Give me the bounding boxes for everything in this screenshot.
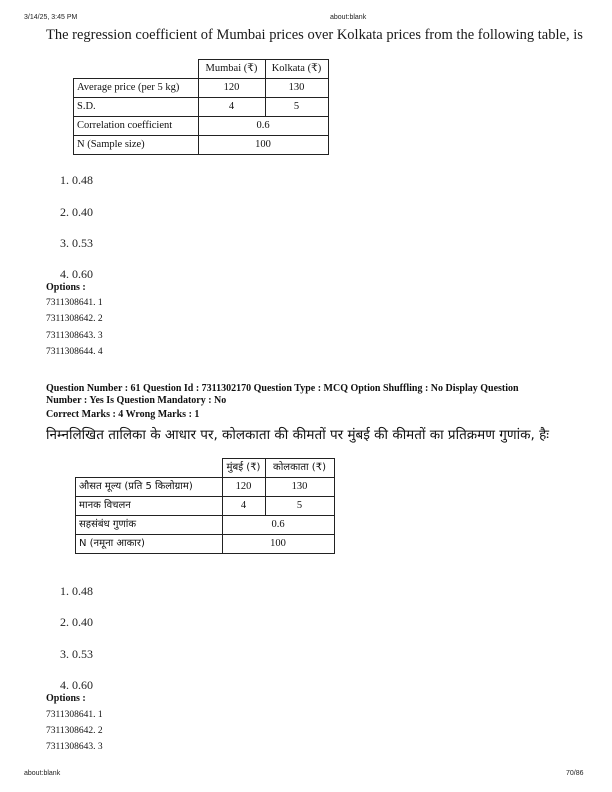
option-2: 2. 0.40 [60, 615, 93, 629]
table-row [76, 497, 335, 516]
option-1: 1. 0.48 [60, 584, 93, 598]
table-header-kolkata: Kolkata (₹) [265, 60, 328, 79]
row-value-merged: 100 [198, 136, 328, 155]
options-label: Options : [46, 282, 86, 293]
table-row [74, 117, 329, 136]
question-61-table [75, 458, 335, 554]
table-row [74, 79, 329, 98]
page-number: 70/86 [566, 770, 584, 777]
row-label: Correlation coefficient [74, 117, 199, 136]
table-header-kolkata: कोलकाता (₹) [265, 459, 334, 478]
option-id: 7311308641. 1 [46, 710, 103, 720]
row-label: मानक विचलन [76, 497, 223, 516]
print-url: about:blank [330, 14, 367, 21]
question-61-meta-line-1: Question Number : 61 Question Id : 7311302170 Question Type : MCQ Option Shuffling : No Display Question [46, 383, 519, 394]
options-label: Options : [46, 693, 86, 704]
row-value-kolkata: 130 [265, 478, 334, 497]
table-row [74, 136, 329, 155]
table-row [76, 535, 335, 554]
question-61-meta-line-2: Number : Yes Is Question Mandatory : No [46, 395, 227, 406]
question-60-text: The regression coefficient of Mumbai prices over Kolkata prices from the following table, is [46, 27, 583, 43]
row-label: Average price (per 5 kg) [74, 79, 199, 98]
row-label: S.D. [74, 98, 199, 117]
option-id: 7311308643. 3 [46, 331, 103, 341]
option-id: 7311308641. 1 [46, 298, 103, 308]
row-value-mumbai: 4 [222, 497, 265, 516]
table-corner [76, 459, 223, 478]
option-2: 2. 0.40 [60, 205, 93, 219]
table-header-mumbai: मुंबई (₹) [222, 459, 265, 478]
table-corner [74, 60, 199, 79]
option-4: 4. 0.60 [60, 267, 93, 281]
question-61-text: निम्नलिखित तालिका के आधार पर, कोलकाता की कीमतों पर मुंबई की कीमतों का प्रतिक्रमण गुणांक, हैः [46, 427, 549, 443]
option-4: 4. 0.60 [60, 678, 93, 692]
row-value-mumbai: 120 [198, 79, 265, 98]
row-label: सहसंबंध गुणांक [76, 516, 223, 535]
option-id: 7311308642. 2 [46, 314, 103, 324]
row-value-merged: 100 [222, 535, 334, 554]
option-id: 7311308644. 4 [46, 347, 103, 357]
row-label: N (नमूना आकार) [76, 535, 223, 554]
print-datetime: 3/14/25, 3:45 PM [24, 14, 78, 21]
option-3: 3. 0.53 [60, 647, 93, 661]
row-value-mumbai: 120 [222, 478, 265, 497]
table-row [76, 516, 335, 535]
question-61-marks: Correct Marks : 4 Wrong Marks : 1 [46, 409, 200, 420]
table-row [74, 98, 329, 117]
row-value-kolkata: 5 [265, 98, 328, 117]
table-header-mumbai: Mumbai (₹) [198, 60, 265, 79]
row-label: औसत मूल्य (प्रति 5 किलोग्राम) [76, 478, 223, 497]
row-value-mumbai: 4 [198, 98, 265, 117]
question-60-table [73, 59, 329, 155]
row-value-merged: 0.6 [198, 117, 328, 136]
footer-url: about:blank [24, 770, 61, 777]
row-label: N (Sample size) [74, 136, 199, 155]
option-id: 7311308642. 2 [46, 726, 103, 736]
table-row [76, 478, 335, 497]
row-value-merged: 0.6 [222, 516, 334, 535]
option-1: 1. 0.48 [60, 173, 93, 187]
option-id: 7311308643. 3 [46, 742, 103, 752]
option-3: 3. 0.53 [60, 236, 93, 250]
row-value-kolkata: 5 [265, 497, 334, 516]
row-value-kolkata: 130 [265, 79, 328, 98]
